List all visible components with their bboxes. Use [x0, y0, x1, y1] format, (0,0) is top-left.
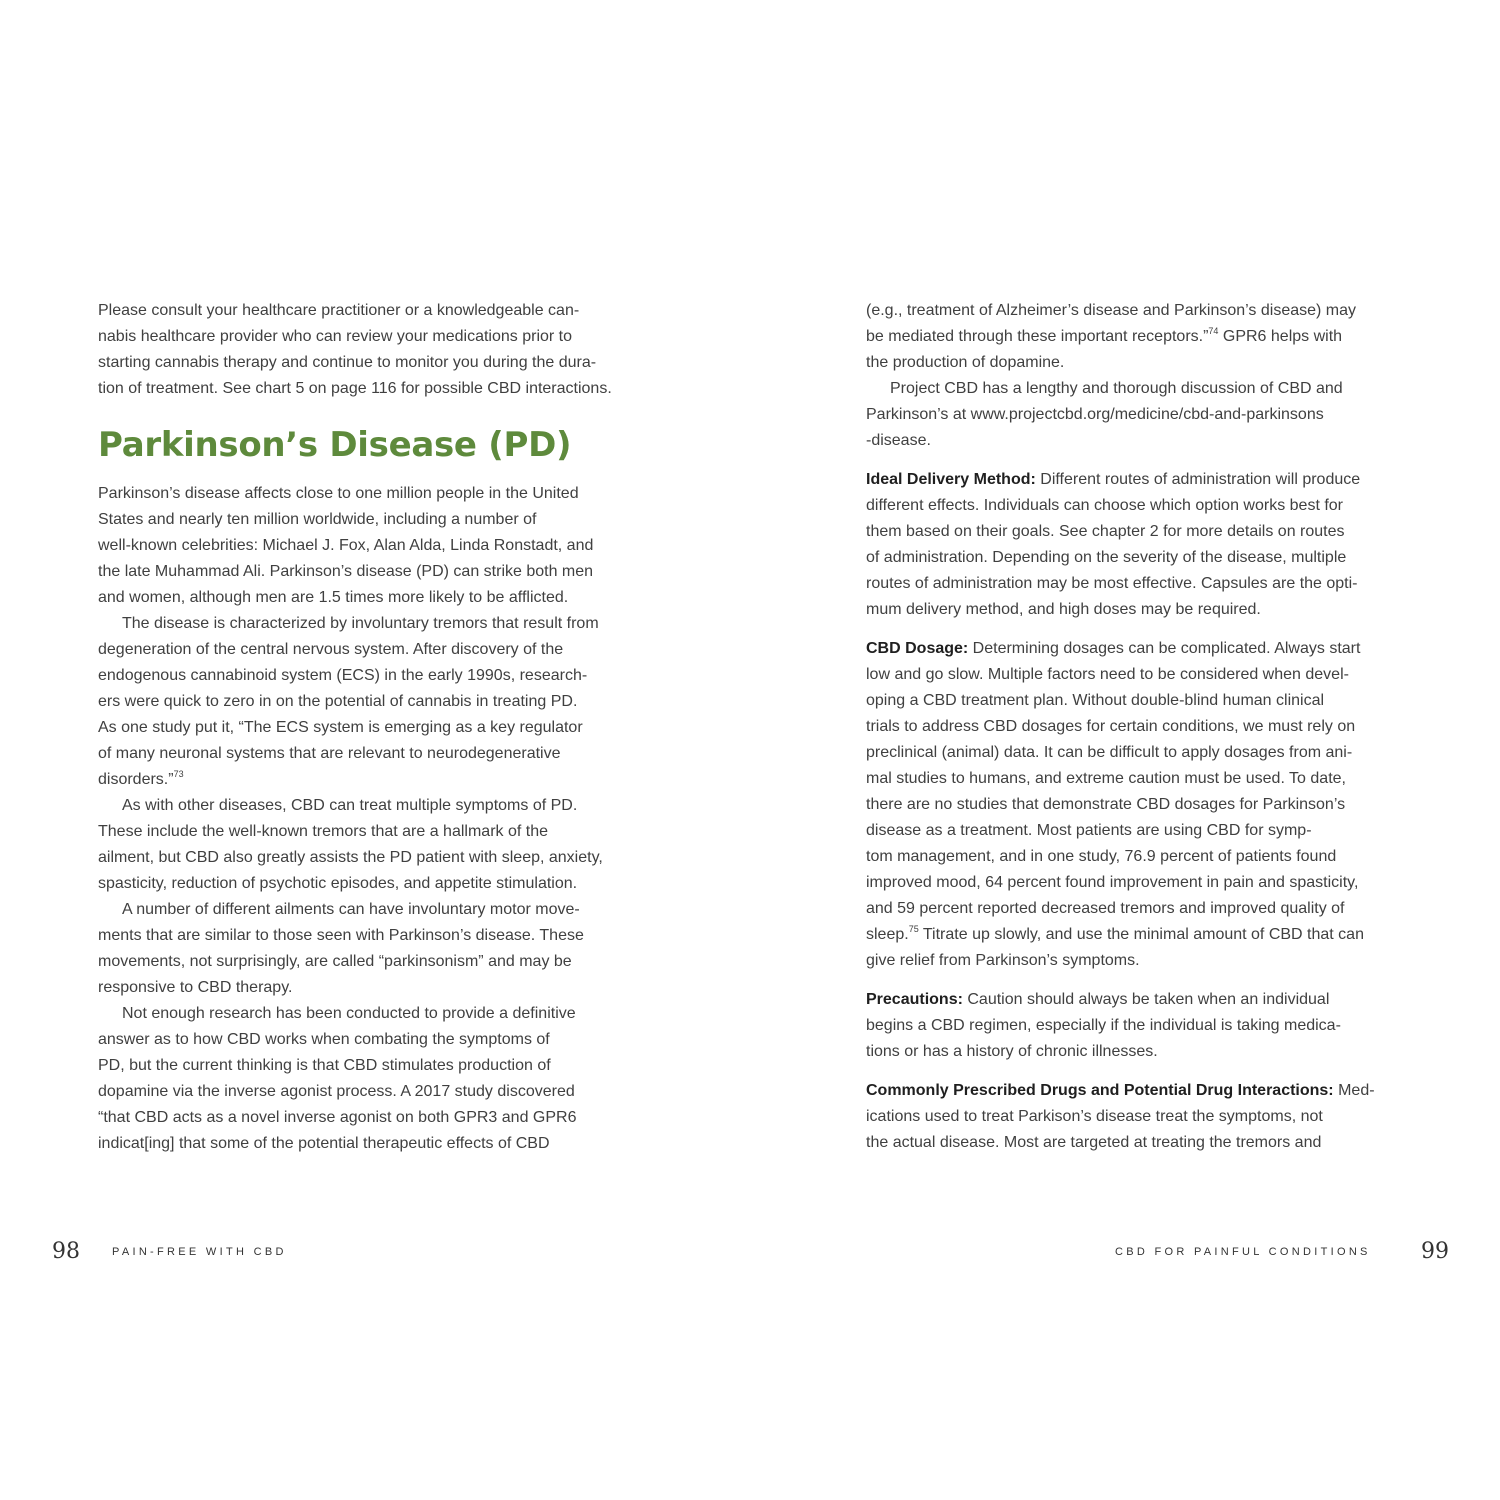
spacer [866, 454, 1406, 467]
text-line: oping a CBD treatment plan. Without double-blind human clinical [866, 692, 1325, 709]
text-line: dopamine via the inverse agonist process. A 2017 study discovered [98, 1083, 575, 1100]
text-line: endogenous cannabinoid system (ECS) in the early 1990s, research- [98, 667, 588, 684]
text-line [866, 987, 1406, 1013]
text-line: The disease is characterized by involuntary tremors that result from [122, 615, 599, 632]
text-line: starting cannabis therapy and continue to monitor you during the dura- [98, 354, 597, 371]
text-line: PD, but the current thinking is that CBD stimulates production of [98, 1057, 551, 1074]
text-line: Parkinson’s disease affects close to one million people in the United [98, 485, 579, 502]
project-cbd-paragraph [866, 376, 1406, 454]
spacer [866, 974, 1406, 987]
text-line: tion of treatment. See chart 5 on page 116 for possible CBD interactions. [98, 380, 612, 397]
text-line: “that CBD acts as a novel inverse agonist on both GPR3 and GPR6 [98, 1109, 577, 1126]
text-line [866, 324, 1406, 350]
text-fragment: GPR6 helps with [1218, 328, 1343, 345]
drug-interactions-section [866, 1078, 1406, 1156]
text-line: -disease. [866, 432, 931, 449]
section-heading: Parkinson’s Disease (PD) [98, 425, 572, 465]
text-line: trials to address CBD dosages for certain conditions, we must rely on [866, 718, 1356, 735]
text-line: movements, not surprisingly, are called “parkinsonism” and may be [98, 953, 572, 970]
text-line: mum delivery method, and high doses may be required. [866, 601, 1261, 618]
text-line: of administration. Depending on the severity of the disease, multiple [866, 549, 1347, 566]
text-line: tions or has a history of chronic illnesses. [866, 1043, 1158, 1060]
page-number-left: 98 [52, 1239, 80, 1264]
text-line [866, 636, 1406, 662]
text-fragment: Different routes of administration will produce [1035, 471, 1361, 488]
footnote-ref-75[interactable]: 75 [908, 923, 919, 934]
text-line: As one study put it, “The ECS system is emerging as a key regulator [98, 719, 583, 736]
precautions-section [866, 987, 1406, 1065]
footnote-ref-73[interactable]: 73 [173, 768, 184, 779]
text-line: degeneration of the central nervous system. After discovery of the [98, 641, 564, 658]
left-column [98, 298, 643, 1157]
continued-paragraph [866, 298, 1406, 376]
text-fragment: be mediated through these important receptors.” [866, 328, 1209, 345]
text-fragment: disorders.” [98, 771, 174, 788]
text-line: Parkinson’s at www.projectcbd.org/medicine/cbd-and-parkinsons [866, 406, 1324, 423]
text-fragment: sleep. [866, 926, 909, 943]
text-line: the late Muhammad Ali. Parkinson’s disease (PD) can strike both men [98, 563, 594, 580]
text-line: of many neuronal systems that are relevant to neurodegenerative [98, 745, 561, 762]
text-line: mal studies to humans, and extreme caution must be used. To date, [866, 770, 1346, 787]
text-fragment: Titrate up slowly, and use the minimal amount of CBD that can [918, 926, 1364, 943]
delivery-method-label: Ideal Delivery Method: [866, 471, 1036, 488]
text-line: responsive to CBD therapy. [98, 979, 293, 996]
text-line: Project CBD has a lengthy and thorough discussion of CBD and [890, 380, 1343, 397]
text-line: ailment, but CBD also greatly assists the PD patient with sleep, anxiety, [98, 849, 603, 866]
text-line: States and nearly ten million worldwide, including a number of [98, 511, 537, 528]
text-line: give relief from Parkinson’s symptoms. [866, 952, 1140, 969]
footnote-ref-74[interactable]: 74 [1208, 325, 1219, 336]
text-line [866, 1078, 1406, 1104]
text-line: A number of different ailments can have involuntary motor move- [122, 901, 580, 918]
paragraph-3 [98, 793, 643, 897]
dosage-label: CBD Dosage: [866, 640, 969, 657]
right-column [866, 298, 1406, 1156]
paragraph-1 [98, 481, 643, 611]
text-line: different effects. Individuals can choose which option works best for [866, 497, 1344, 514]
text-line: (e.g., treatment of Alzheimer’s disease and Parkinson’s disease) may [866, 302, 1357, 319]
intro-paragraph [98, 298, 643, 402]
text-line: These include the well-known tremors that are a hallmark of the [98, 823, 548, 840]
text-line: them based on their goals. See chapter 2 for more details on routes [866, 523, 1345, 540]
text-line: Not enough research has been conducted to provide a definitive [122, 1005, 576, 1022]
paragraph-4 [98, 897, 643, 1001]
text-line: low and go slow. Multiple factors need to be considered when devel- [866, 666, 1349, 683]
text-line: begins a CBD regimen, especially if the individual is taking medica- [866, 1017, 1341, 1034]
text-line: ers were quick to zero in on the potential of cannabis in treating PD. [98, 693, 578, 710]
text-line: ments that are similar to those seen with Parkinson’s disease. These [98, 927, 584, 944]
text-line: improved mood, 64 percent found improvement in pain and spasticity, [866, 874, 1359, 891]
delivery-method-section [866, 467, 1406, 623]
text-line: routes of administration may be most effective. Capsules are the opti- [866, 575, 1358, 592]
spacer [866, 1065, 1406, 1078]
text-line: answer as to how CBD works when combating the symptoms of [98, 1031, 550, 1048]
text-line: nabis healthcare provider who can review your medications prior to [98, 328, 573, 345]
text-line [98, 767, 643, 793]
text-line: preclinical (animal) data. It can be difficult to apply dosages from ani- [866, 744, 1353, 761]
text-line [866, 922, 1406, 948]
text-line: there are no studies that demonstrate CBD dosages for Parkinson’s [866, 796, 1346, 813]
text-line: indicat[ing] that some of the potential therapeutic effects of CBD [98, 1135, 550, 1152]
text-line: tom management, and in one study, 76.9 percent of patients found [866, 848, 1337, 865]
precautions-label: Precautions: [866, 991, 963, 1008]
text-line: the production of dopamine. [866, 354, 1065, 371]
text-line: and women, although men are 1.5 times more likely to be afflicted. [98, 589, 569, 606]
text-fragment: Med- [1333, 1082, 1375, 1099]
text-line: well-known celebrities: Michael J. Fox, Alan Alda, Linda Ronstadt, and [98, 537, 594, 554]
text-line: As with other diseases, CBD can treat multiple symptoms of PD. [122, 797, 578, 814]
text-line: disease as a treatment. Most patients are using CBD for symp- [866, 822, 1312, 839]
running-head-left: PAIN-FREE WITH CBD [112, 1246, 287, 1258]
text-line: Please consult your healthcare practitioner or a knowledgeable can- [98, 302, 580, 319]
text-fragment: Caution should always be taken when an individual [962, 991, 1330, 1008]
page-number-right: 99 [1421, 1239, 1449, 1264]
text-line: spasticity, reduction of psychotic episodes, and appetite stimulation. [98, 875, 578, 892]
running-head-right: CBD FOR PAINFUL CONDITIONS [1115, 1246, 1371, 1258]
text-line: ications used to treat Parkison’s disease treat the symptoms, not [866, 1108, 1323, 1125]
paragraph-2 [98, 611, 643, 793]
text-line: the actual disease. Most are targeted at treating the tremors and [866, 1134, 1322, 1151]
spacer [866, 623, 1406, 636]
text-line [866, 467, 1406, 493]
paragraph-5 [98, 1001, 643, 1157]
dosage-section [866, 636, 1406, 974]
drug-interactions-label: Commonly Prescribed Drugs and Potential Drug Interactions: [866, 1082, 1334, 1099]
text-line: and 59 percent reported decreased tremors and improved quality of [866, 900, 1345, 917]
right-page [750, 0, 1500, 1500]
text-fragment: Determining dosages can be complicated. Always start [968, 640, 1361, 657]
